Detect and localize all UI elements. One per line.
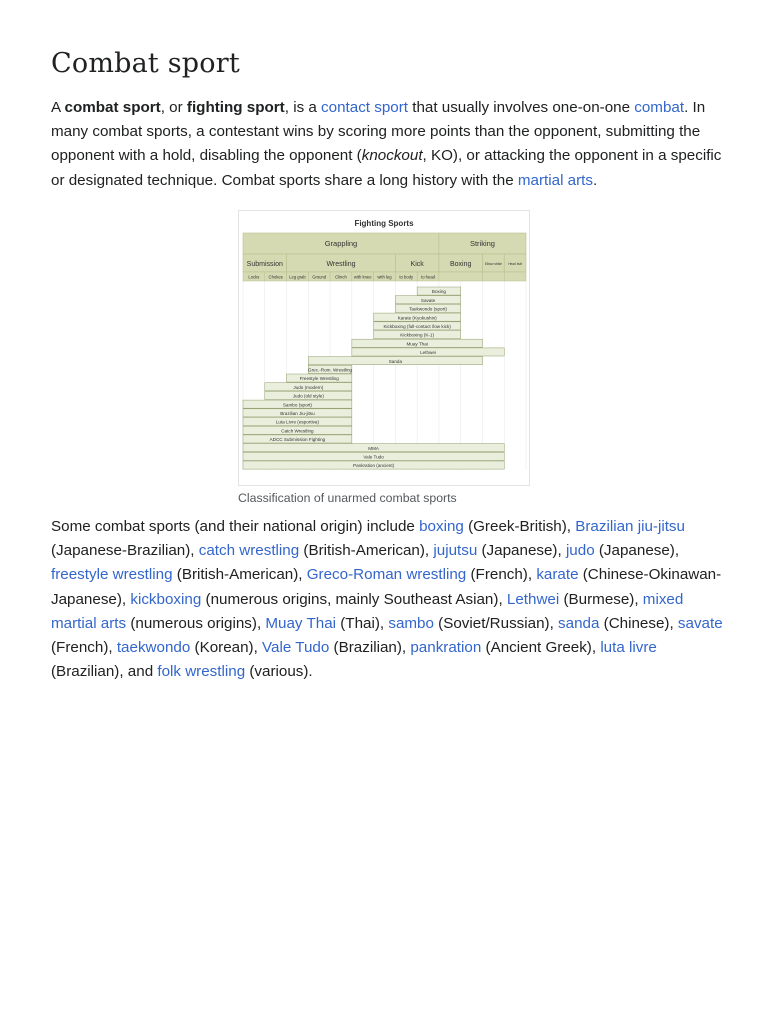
sport-label: Lethwei [420,350,436,356]
text-run: (French), [466,566,537,584]
article-link[interactable]: Lethwei [506,590,560,608]
text-run: (Japanese), [594,542,680,560]
article-link[interactable]: Vale Tudo [262,639,330,657]
sport-label: ADCC Submission Fighting [269,437,326,443]
article-link[interactable]: contact sport [321,99,408,116]
text-run: (Thai), [336,614,389,632]
column-label: Locks [248,274,260,280]
sport-label: Sambo (sport) [282,402,312,408]
column-header-cell [504,272,526,281]
chart-title: Fighting Sports [354,219,414,228]
text-run: (Soviet/Russian), [433,614,559,632]
text-run: (various). [245,663,313,681]
sport-label: Muay Thai [406,341,428,347]
text-run: (British-American), [172,566,307,584]
column-label: Ground [312,274,327,280]
sport-label: Boxing [431,289,446,295]
subgroup-label: Kick [410,261,424,268]
subgroup-label: Submission [246,261,283,268]
article-link[interactable]: boxing [419,518,464,535]
text-run: (Greek-British), [463,518,576,535]
text-run: , is a [284,99,322,116]
text-run: . In many combat sports, a contestant wins by scoring more points than the opponent, submitting the opponent with a hold, disabling the opponent ( [51,99,706,165]
column-label: to head [421,274,436,280]
article-link[interactable]: judo [565,542,595,560]
column-label: with leg [377,274,392,280]
sport-label: Judo (modern) [293,384,324,390]
sport-label: Judo (old style) [292,393,324,399]
italic-term: knockout [361,147,423,165]
page-title: Combat sport [51,48,240,79]
column-header-cell [439,272,483,281]
text-run: , KO), or attacking the opponent in a specific or designated technique. Combat sports share a long history with the [51,147,722,189]
text-run: (Chinese-Okinawan-Japanese), [51,566,722,608]
origins-paragraph [51,515,723,684]
text-run: (Chinese), [599,614,678,632]
article-link[interactable]: combat [634,99,685,116]
text-run: (Brazilian), [329,639,411,657]
text-run: (Japanese-Brazilian), [51,542,199,560]
column-label: with knee [353,274,372,280]
text-run: , or [160,99,187,116]
column-label: Chokes [268,274,283,280]
bold-term: fighting sport [186,99,285,116]
sport-label: Sanda [388,358,403,364]
sport-label: Catch Wrestling [281,428,314,434]
text-run: (numerous origins), [126,614,266,632]
article-link[interactable]: luta livre [600,639,657,657]
sport-label: MMA [368,445,379,451]
text-run: (Burmese), [559,590,643,608]
article-link[interactable]: Brazilian jiu-jitsu [575,518,685,535]
sport-label: Grec.-Rom. Wrestling [308,367,353,373]
classification-figure[interactable] [238,210,530,486]
sport-label: Luta Livre (esportiva) [275,419,320,425]
sport-label: Kickboxing (K-1) [400,332,435,338]
subgroup-label: Head butt [508,262,523,266]
text-run: A [51,99,65,116]
group-label: Striking [469,239,495,248]
article-link[interactable]: pankration [410,639,482,657]
text-run: (Ancient Greek), [481,639,601,657]
fighting-sports-chart [239,211,529,485]
article-link[interactable]: catch wrestling [198,542,300,560]
sport-label: Brazilian Jiu-jitsu [280,411,315,416]
text-run: (numerous origins, mainly Southeast Asian), [201,590,507,608]
figure-caption: Classification of unarmed combat sports [238,491,457,505]
article-link[interactable]: martial arts [517,171,593,189]
article-link[interactable]: jujutsu [433,542,478,560]
article-link[interactable]: Muay Thai [265,614,337,632]
sport-label: Pankration (ancient) [353,463,395,469]
article-link[interactable]: sanda [558,614,600,632]
group-label: Grappling [324,239,358,248]
text-run: (Brazilian), and [51,663,158,681]
article-link[interactable]: freestyle wrestling [51,566,173,584]
article-link[interactable]: kickboxing [130,590,202,608]
article-link[interactable]: mixed martial arts [51,590,684,632]
text-run: that usually involves one-on-one [408,99,635,116]
article-link[interactable]: Greco-Roman wrestling [306,566,467,584]
column-label: Clinch [335,274,347,280]
sport-label: Vale Tudo [363,454,384,460]
column-label: to body [399,274,414,280]
text-run: (Korean), [190,639,263,657]
intro-paragraph [51,96,723,193]
article-link[interactable]: karate [536,566,579,584]
column-header-cell [482,272,504,281]
sport-label: Kickboxing (full-contact /low kick) [383,324,451,329]
subgroup-label: Boxing [449,261,472,268]
article-link[interactable]: sambo [388,614,434,632]
article-link[interactable]: taekwondo [116,639,191,657]
article-link[interactable]: savate [677,614,723,632]
text-run: (British-American), [299,542,434,560]
text-run: Some combat sports (and their national origin) include [51,518,420,535]
subgroup-label: Wrestling [326,261,356,268]
text-run: (Japanese), [477,542,566,560]
subgroup-label: Elbow strike [484,262,502,266]
bold-term: combat sport [64,99,161,116]
sport-label: Freestyle Wrestling [299,376,339,382]
article-link[interactable]: folk wrestling [157,663,246,681]
sport-label: Karate (Kyokushin) [397,315,437,321]
column-label: Leg grab [289,274,306,280]
sport-label: Savate [420,297,436,303]
sport-label: Taekwondo (sport) [409,306,447,312]
text-run: . [592,171,598,189]
text-run: (French), [51,639,117,657]
